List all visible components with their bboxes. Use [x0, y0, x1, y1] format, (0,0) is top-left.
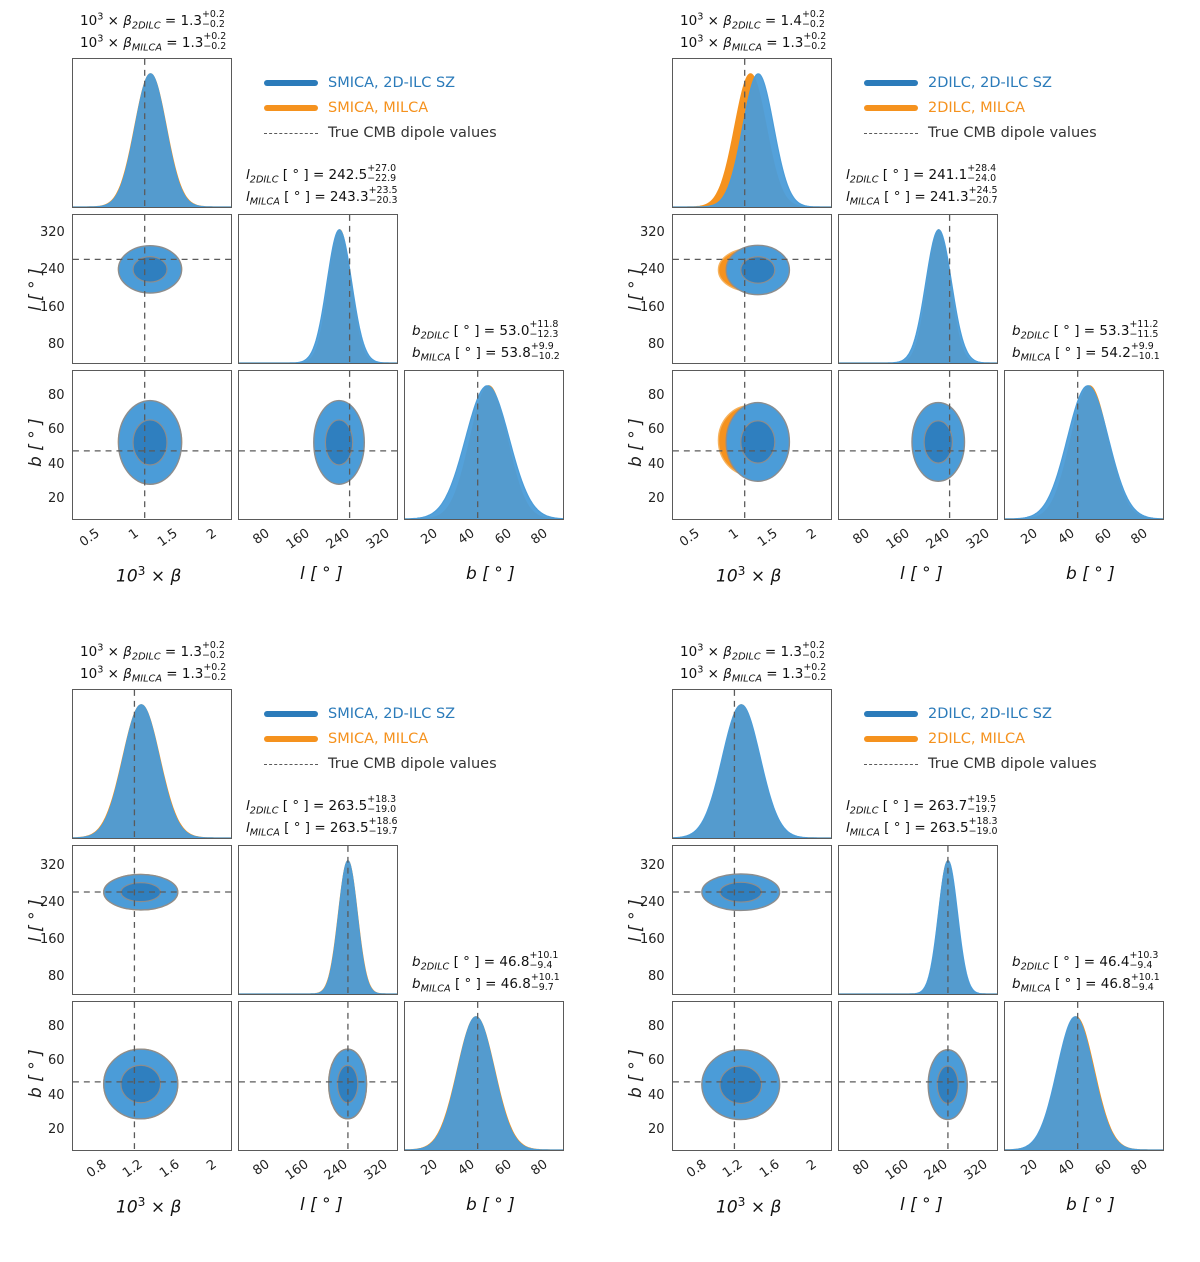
xaxis-title-l: l [ ° ] [300, 564, 343, 584]
stat-b-line2: $b_{MILCA}$ [ ° ] = 54.2+9.9 −10.1 [1012, 341, 1160, 364]
l-ytick: 80 [48, 337, 65, 353]
panel-bottom-left [0, 631, 600, 1262]
yaxis-title-l: l [ ° ] [626, 268, 646, 311]
cell-b-marginal [404, 1001, 564, 1151]
l-ytick: 80 [648, 968, 665, 984]
l-ytick: 240 [40, 262, 65, 278]
b-ytick: 40 [48, 456, 65, 472]
b-ytick: 20 [648, 491, 665, 507]
legend-label: True CMB dipole values [328, 125, 497, 141]
l-ytick: 160 [640, 299, 665, 315]
b-ytick: 60 [648, 422, 665, 438]
l-ytick: 160 [40, 299, 65, 315]
b-xtick: 20 [1018, 526, 1041, 548]
legend-item [264, 99, 497, 117]
l-xtick: 320 [961, 1157, 991, 1184]
b-ytick: 20 [648, 1122, 665, 1138]
beta-xtick: 1 [725, 526, 742, 544]
yaxis-title-l: l [ ° ] [26, 899, 46, 942]
cell-b-vs-l [838, 1001, 998, 1151]
l-xtick: 320 [361, 1157, 391, 1184]
yaxis-title-b: b [ ° ] [626, 418, 646, 467]
cell-l-marginal [838, 845, 998, 995]
legend [264, 705, 497, 780]
b-xtick: 20 [1018, 1157, 1041, 1179]
beta-xtick: 0.8 [83, 1157, 110, 1182]
stat-b-line2: $b_{MILCA}$ [ ° ] = 46.8+10.1 −9.4 [1012, 972, 1160, 995]
panel-top-left [0, 0, 600, 631]
cell-b-marginal [1004, 1001, 1164, 1151]
cell-l-vs-beta [672, 845, 832, 995]
stat-b-line1: $b_{2DILC}$ [ ° ] = 46.8+10.1 −9.4 [412, 950, 559, 973]
legend-item [264, 730, 497, 748]
stat-b-line1: $b_{2DILC}$ [ ° ] = 53.0+11.8 −12.3 [412, 319, 559, 342]
xaxis-title-beta: $10^3 \times \beta$ [716, 564, 782, 587]
cell-b-marginal [404, 370, 564, 520]
stat-l-line1: $l_{2DILC}$ [ ° ] = 263.7+19.5 −19.7 [846, 794, 997, 817]
l-xtick: 240 [323, 526, 353, 553]
beta-xtick: 2 [803, 1157, 820, 1175]
cell-b-vs-beta [672, 1001, 832, 1151]
beta-xtick: 1.5 [754, 526, 781, 551]
b-xtick: 80 [528, 1157, 552, 1179]
l-ytick: 160 [40, 931, 65, 947]
stat-beta-line1: $10^3 \times \beta_{2DILC} = 1.3+0.2$ −0.2 [680, 640, 825, 663]
stat-l-line1: $l_{2DILC}$ [ ° ] = 242.5+27.0 −22.9 [246, 163, 397, 186]
l-xtick: 160 [282, 1157, 312, 1184]
b-xtick: 40 [455, 1157, 478, 1179]
b-ytick: 80 [648, 1018, 665, 1034]
stat-l-line2: $l_{MILCA}$ [ ° ] = 263.5+18.3 −19.0 [846, 816, 998, 839]
l-ytick: 240 [40, 894, 65, 910]
b-xtick: 40 [1055, 1157, 1078, 1179]
stat-b-line1: $b_{2DILC}$ [ ° ] = 46.4+10.3 −9.4 [1012, 950, 1159, 973]
b-ytick: 80 [48, 387, 65, 403]
legend-item [864, 124, 1097, 142]
xaxis-title-b: b [ ° ] [466, 564, 515, 584]
l-ytick: 320 [40, 224, 65, 240]
stat-beta-line2: $10^3 \times \beta_{MILCA} = 1.3+0.2$ −0.2 [80, 31, 227, 54]
beta-xtick: 2 [803, 526, 820, 544]
legend-label: 2DILC, MILCA [928, 731, 1025, 747]
cell-l-vs-beta [72, 845, 232, 995]
cell-l-marginal [238, 845, 398, 995]
xaxis-title-l: l [ ° ] [900, 564, 943, 584]
beta-xtick: 0.5 [76, 526, 103, 551]
legend-item [864, 74, 1097, 92]
legend-label: True CMB dipole values [328, 756, 497, 772]
beta-xtick: 0.8 [683, 1157, 710, 1182]
b-ytick: 60 [48, 1053, 65, 1069]
beta-xtick: 0.5 [676, 526, 703, 551]
cell-b-vs-beta [672, 370, 832, 520]
beta-xtick: 1.6 [157, 1157, 183, 1182]
l-xtick: 240 [923, 526, 953, 553]
xaxis-title-beta: $10^3 \times \beta$ [116, 1195, 182, 1218]
legend-item [264, 74, 497, 92]
cell-b-vs-l [838, 370, 998, 520]
cell-b-vs-beta [72, 370, 232, 520]
b-xtick: 80 [1128, 1157, 1152, 1179]
l-ytick: 320 [640, 857, 665, 873]
legend-item [864, 99, 1097, 117]
l-xtick: 80 [850, 1157, 873, 1179]
stat-beta-line1: $10^3 \times \beta_{2DILC} = 1.4+0.2$ −0.2 [680, 9, 825, 32]
yaxis-title-b: b [ ° ] [626, 1049, 646, 1098]
legend-item [264, 124, 497, 142]
l-xtick: 240 [922, 1157, 952, 1184]
l-xtick: 160 [283, 526, 313, 553]
stat-b-line2: $b_{MILCA}$ [ ° ] = 46.8+10.1 −9.7 [412, 972, 560, 995]
stat-b-line1: $b_{2DILC}$ [ ° ] = 53.3+11.2 −11.5 [1012, 319, 1159, 342]
cell-l-vs-beta [72, 214, 232, 364]
legend-label: SMICA, MILCA [328, 731, 429, 747]
legend [264, 74, 497, 149]
cell-l-vs-beta [672, 214, 832, 364]
cell-beta-marginal [672, 58, 832, 208]
b-ytick: 40 [648, 1087, 665, 1103]
b-ytick: 20 [48, 1122, 65, 1138]
b-xtick: 40 [1055, 526, 1078, 548]
cell-beta-marginal [672, 689, 832, 839]
legend-item [264, 755, 497, 773]
legend-dash [864, 133, 918, 134]
legend-item [864, 755, 1097, 773]
beta-xtick: 1.2 [120, 1157, 147, 1182]
yaxis-title-b: b [ ° ] [26, 418, 46, 467]
legend [864, 705, 1097, 780]
l-xtick: 160 [883, 526, 913, 553]
b-ytick: 40 [48, 1087, 65, 1103]
legend-label: True CMB dipole values [928, 756, 1097, 772]
panel-top-right [600, 0, 1200, 631]
l-xtick: 80 [850, 526, 873, 548]
stat-b-line2: $b_{MILCA}$ [ ° ] = 53.8+9.9 −10.2 [412, 341, 560, 364]
cell-beta-marginal [72, 689, 232, 839]
l-ytick: 320 [640, 224, 665, 240]
cell-b-marginal [1004, 370, 1164, 520]
l-ytick: 80 [48, 968, 65, 984]
b-ytick: 20 [48, 491, 65, 507]
legend-swatch [864, 711, 918, 717]
b-ytick: 60 [48, 422, 65, 438]
cell-l-marginal [838, 214, 998, 364]
legend-label: True CMB dipole values [928, 125, 1097, 141]
l-xtick: 320 [963, 526, 993, 553]
cell-b-vs-l [238, 370, 398, 520]
stat-beta-line1: $10^3 \times \beta_{2DILC} = 1.3+0.2$ −0.2 [80, 640, 225, 663]
xaxis-title-l: l [ ° ] [300, 1195, 343, 1215]
legend-item [864, 705, 1097, 723]
stat-l-line1: $l_{2DILC}$ [ ° ] = 241.1+28.4 −24.0 [846, 163, 997, 186]
cell-b-vs-beta [72, 1001, 232, 1151]
b-xtick: 80 [528, 526, 552, 548]
b-xtick: 60 [492, 1157, 515, 1179]
legend-swatch [864, 105, 918, 111]
cell-b-vs-l [238, 1001, 398, 1151]
legend-swatch [264, 711, 318, 717]
stat-l-line2: $l_{MILCA}$ [ ° ] = 241.3+24.5 −20.7 [846, 185, 998, 208]
legend [864, 74, 1097, 149]
yaxis-title-l: l [ ° ] [26, 268, 46, 311]
beta-xtick: 1.5 [154, 526, 181, 551]
l-ytick: 240 [640, 262, 665, 278]
l-xtick: 80 [250, 526, 273, 548]
l-xtick: 240 [322, 1157, 352, 1184]
beta-xtick: 1 [125, 526, 142, 544]
l-ytick: 80 [648, 337, 665, 353]
xaxis-title-l: l [ ° ] [900, 1195, 943, 1215]
xaxis-title-beta: $10^3 \times \beta$ [716, 1195, 782, 1218]
b-xtick: 20 [418, 1157, 441, 1179]
b-ytick: 60 [648, 1053, 665, 1069]
l-ytick: 160 [640, 931, 665, 947]
stat-l-line2: $l_{MILCA}$ [ ° ] = 243.3+23.5 −20.3 [246, 185, 398, 208]
l-ytick: 240 [640, 894, 665, 910]
legend-label: 2DILC, MILCA [928, 100, 1025, 116]
cell-l-marginal [238, 214, 398, 364]
xaxis-title-b: b [ ° ] [1066, 1195, 1115, 1215]
b-ytick: 80 [48, 1018, 65, 1034]
legend-label: SMICA, MILCA [328, 100, 429, 116]
b-xtick: 60 [492, 526, 515, 548]
xaxis-title-b: b [ ° ] [1066, 564, 1115, 584]
beta-xtick: 1.6 [757, 1157, 783, 1182]
beta-xtick: 2 [203, 526, 220, 544]
l-xtick: 160 [882, 1157, 912, 1184]
legend-label: SMICA, 2D-ILC SZ [328, 75, 456, 91]
panel-bottom-right [600, 631, 1200, 1262]
yaxis-title-l: l [ ° ] [626, 899, 646, 942]
stat-beta-line2: $10^3 \times \beta_{MILCA} = 1.3+0.2$ −0.2 [680, 31, 827, 54]
legend-label: SMICA, 2D-ILC SZ [328, 706, 456, 722]
l-xtick: 80 [250, 1157, 273, 1179]
b-xtick: 60 [1092, 526, 1115, 548]
legend-label: 2DILC, 2D-ILC SZ [928, 706, 1052, 722]
b-xtick: 20 [418, 526, 441, 548]
stat-l-line2: $l_{MILCA}$ [ ° ] = 263.5+18.6 −19.7 [246, 816, 398, 839]
legend-swatch [864, 80, 918, 86]
stat-l-line1: $l_{2DILC}$ [ ° ] = 263.5+18.3 −19.0 [246, 794, 397, 817]
l-ytick: 320 [40, 857, 65, 873]
stat-beta-line2: $10^3 \times \beta_{MILCA} = 1.3+0.2$ −0.2 [80, 662, 227, 685]
legend-dash [864, 764, 918, 765]
b-ytick: 80 [648, 387, 665, 403]
xaxis-title-b: b [ ° ] [466, 1195, 515, 1215]
legend-swatch [864, 736, 918, 742]
beta-xtick: 2 [203, 1157, 220, 1175]
b-xtick: 60 [1092, 1157, 1115, 1179]
xaxis-title-beta: $10^3 \times \beta$ [116, 564, 182, 587]
legend-item [264, 705, 497, 723]
legend-swatch [264, 105, 318, 111]
legend-swatch [264, 736, 318, 742]
yaxis-title-b: b [ ° ] [26, 1049, 46, 1098]
legend-label: 2DILC, 2D-ILC SZ [928, 75, 1052, 91]
legend-swatch [264, 80, 318, 86]
cell-beta-marginal [72, 58, 232, 208]
l-xtick: 320 [363, 526, 393, 553]
legend-item [864, 730, 1097, 748]
legend-dash [264, 764, 318, 765]
b-ytick: 40 [648, 456, 665, 472]
beta-xtick: 1.2 [720, 1157, 747, 1182]
legend-dash [264, 133, 318, 134]
b-xtick: 40 [455, 526, 478, 548]
stat-beta-line2: $10^3 \times \beta_{MILCA} = 1.3+0.2$ −0.2 [680, 662, 827, 685]
b-xtick: 80 [1128, 526, 1152, 548]
stat-beta-line1: $10^3 \times \beta_{2DILC} = 1.3+0.2$ −0.2 [80, 9, 225, 32]
